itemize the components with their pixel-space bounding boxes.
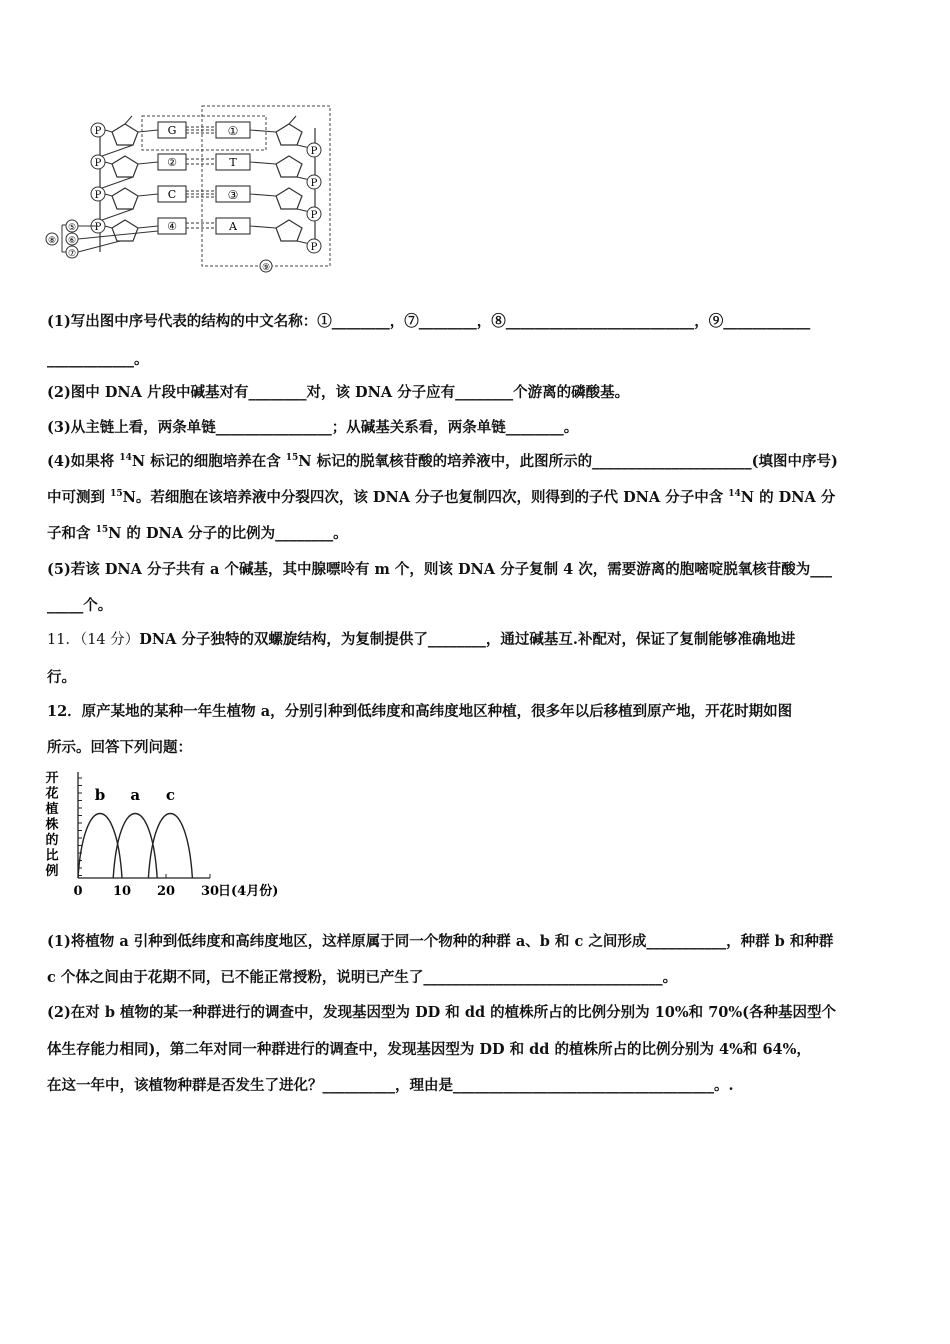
- x-tick-label: 30: [200, 884, 220, 899]
- phosphate-left-1: [91, 123, 105, 137]
- q12-part2-line3: 在这一年中，该植物种群是否发生了进化？__________，理由是____________________________________。.: [47, 1077, 734, 1094]
- phosphate-right-4: [307, 239, 321, 253]
- curve-label-a: a: [130, 786, 141, 804]
- sugar-right-1: [276, 124, 302, 145]
- curve-a: [113, 814, 157, 879]
- phosphate-label: P: [94, 126, 102, 137]
- label-9: ⑨: [261, 263, 271, 273]
- q12-intro-line2: 所示。回答下列问题：: [47, 739, 192, 756]
- q10-part4-line3: 子和含 $^{15}$N 的 DNA 分子的比例为________。: [47, 525, 348, 542]
- curve-label-c: c: [165, 786, 175, 804]
- sugar-right-2: [276, 156, 302, 177]
- sugar-right-3: [276, 188, 302, 209]
- base-left-2: ②: [167, 156, 177, 169]
- sugar-left-3: [112, 188, 138, 209]
- label-8: ⑧: [47, 236, 57, 246]
- q12-part1-line1: (1)将植物 a 引种到低纬度和高纬度地区，这样原属于同一个物种的种群 a、b 和 c 之间形成___________，种群 b 和种群: [47, 933, 834, 950]
- base-left-3: C: [167, 188, 177, 201]
- base-right-1: ①: [227, 124, 239, 138]
- svg-text:P: P: [94, 222, 102, 233]
- q11-line1: 11．（14 分）DNA 分子独特的双螺旋结构，为复制提供了________，通过碱基互.补配对，保证了复制能够准确地进: [47, 631, 796, 648]
- phosphate-right-3: [307, 207, 321, 221]
- y-label-char: 株: [45, 817, 59, 833]
- phosphate-left-3: [91, 187, 105, 201]
- phosphate-right-2: [307, 175, 321, 189]
- svg-text:P: P: [310, 242, 318, 253]
- base-left-1: G: [167, 124, 177, 137]
- label-7: ⑦: [67, 249, 77, 259]
- phosphate-right-1: [307, 143, 321, 157]
- x-tick-label: 20: [156, 884, 176, 899]
- dna-structure-diagram: [40, 100, 340, 280]
- curve-c: [148, 814, 192, 879]
- q12-part1-line2: c 个体之间由于花期不同，已不能正常授粉，说明已产生了_________________________________。: [47, 969, 678, 986]
- sugar-left-2: [112, 156, 138, 177]
- svg-text:P: P: [310, 146, 318, 157]
- q12-intro-line1: 12．原产某地的某种一年生植物 a，分别引种到低纬度和高纬度地区种植，很多年以后移植到原产地，开花时期如图: [47, 703, 793, 720]
- sugar-left-4: [112, 220, 138, 241]
- flowering-proportion-chart: [40, 768, 300, 903]
- q10-part5-line1: (5)若该 DNA 分子共有 a 个碱基，其中腺嘌呤有 m 个，则该 DNA 分子复制 4 次，需要游离的胞嘧啶脱氧核苷酸为___: [47, 561, 833, 578]
- q10-part1-line2: ____________。: [47, 351, 149, 368]
- phosphate-left-2: [91, 155, 105, 169]
- x-tick-label: 0: [73, 884, 83, 899]
- y-label-char: 的: [45, 833, 59, 848]
- svg-text:P: P: [310, 178, 318, 189]
- x-axis-label: 日(4月份): [218, 884, 279, 899]
- base-right-2: T: [229, 156, 237, 169]
- base-right-4: A: [229, 220, 237, 233]
- q12-part2-line2: 体生存能力相同)，第二年对同一种群进行的调查中，发现基因型为 DD 和 dd 的植株所占的比例分别为 4%和 64%，: [47, 1041, 811, 1058]
- q10-part4-line1: (4)如果将 $^{14}$N 标记的细胞培养在含 $^{15}$N 标记的脱氧核苷酸的培养液中，此图所示的______________________(填图中序号): [47, 453, 838, 470]
- curve-b: [78, 814, 122, 879]
- x-tick-label: 10: [112, 884, 132, 899]
- y-label-char: 例: [45, 864, 59, 879]
- y-label-char: 比: [45, 848, 59, 864]
- label-5: ⑤: [67, 223, 77, 233]
- y-label-char: 开: [45, 771, 59, 786]
- label-6: ⑥: [67, 236, 77, 246]
- sugar-left-1: [112, 124, 138, 145]
- base-right-3: ③: [227, 188, 239, 202]
- sugar-right-4: [276, 220, 302, 241]
- base-left-4: ④: [167, 220, 177, 233]
- y-axis-label: [44, 770, 58, 879]
- q10-part1-line1: (1)写出图中序号代表的结构的中文名称：①________，⑦________，⑧__________________________，⑨____________: [47, 313, 811, 330]
- q10-part3: (3)从主链上看，两条单链________________；从碱基关系看，两条单链________。: [47, 419, 579, 436]
- q12-part2-line1: (2)在对 b 植物的某一种群进行的调查中，发现基因型为 DD 和 dd 的植株所占的比例分别为 10%和 70%(各种基因型个: [47, 1004, 837, 1021]
- q10-part5-line2: _____个。: [47, 597, 113, 614]
- curve-label-b: b: [94, 786, 106, 804]
- svg-text:P: P: [94, 190, 102, 201]
- svg-text:P: P: [310, 210, 318, 221]
- q10-part2: (2)图中 DNA 片段中碱基对有________对，该 DNA 分子应有________个游离的磷酸基。: [47, 384, 630, 401]
- q10-part4-line2: 中可测到 $^{15}$N。若细胞在该培养液中分裂四次，该 DNA 分子也复制四次，则得到的子代 DNA 分子中含 $^{14}$N 的 DNA 分: [47, 489, 836, 506]
- svg-text:P: P: [94, 158, 102, 169]
- y-label-char: 植: [45, 802, 59, 817]
- y-label-char: 花: [45, 786, 59, 802]
- q11-line2: 行。: [47, 669, 76, 686]
